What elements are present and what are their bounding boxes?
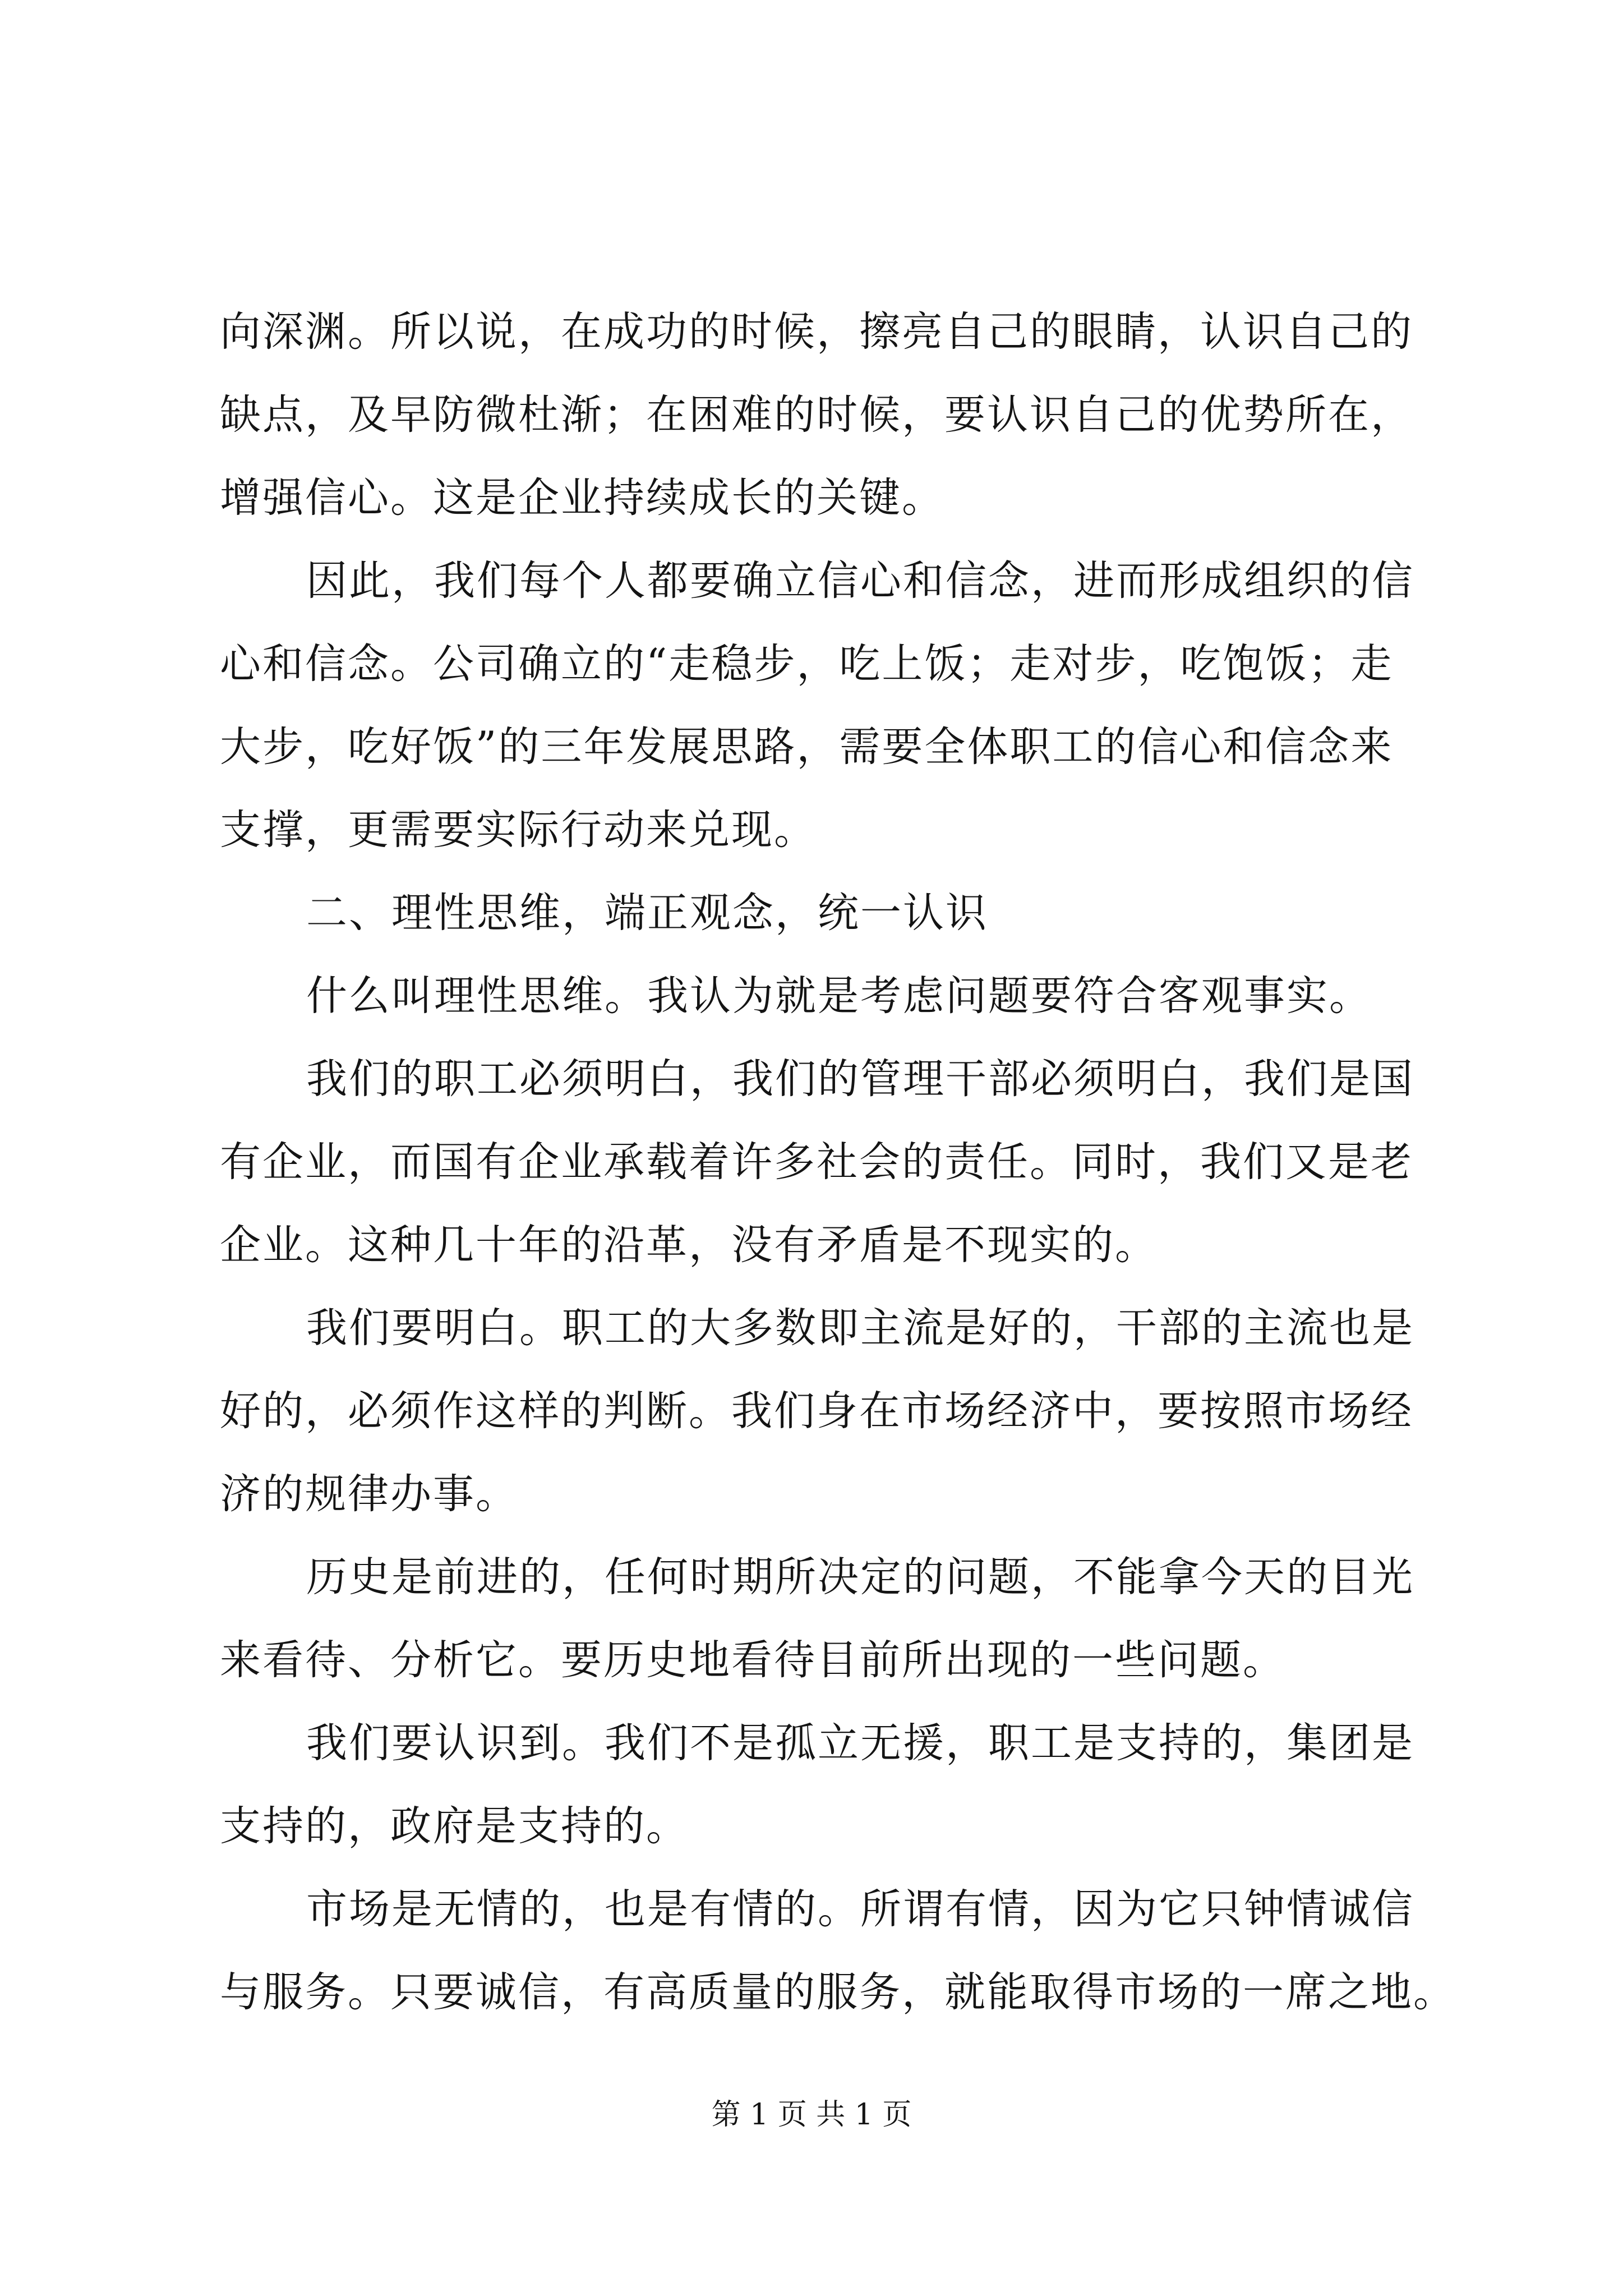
text-line: 与服务。只要诚信，有高质量的服务，就能取得市场的一席之地。 bbox=[220, 1968, 1456, 2016]
text-line: 心和信念。公司确立的“走稳步，吃上饭；走对步，吃饱饭；走 bbox=[220, 640, 1394, 688]
text-line: 增强信心。这是企业持续成长的关键。 bbox=[220, 474, 944, 522]
paragraph-first-line: 我们要认识到。我们不是孤立无援，职工是支持的，集团是 bbox=[306, 1719, 1414, 1767]
text-line: 支持的，政府是支持的。 bbox=[220, 1802, 689, 1850]
paragraph-first-line: 我们要明白。职工的大多数即主流是好的，干部的主流也是 bbox=[306, 1304, 1414, 1352]
paragraph-first-line: 历史是前进的，任何时期所决定的问题，不能拿今天的目光 bbox=[306, 1553, 1414, 1601]
paragraph-first-line: 市场是无情的，也是有情的。所谓有情，因为它只钟情诚信 bbox=[306, 1885, 1414, 1933]
text-line: 支撑，更需要实际行动来兑现。 bbox=[220, 806, 817, 854]
text-line: 济的规律办事。 bbox=[220, 1470, 518, 1518]
text-line: 有企业，而国有企业承载着许多社会的责任。同时，我们又是老 bbox=[220, 1138, 1413, 1186]
text-line: 企业。这种几十年的沿革，没有矛盾是不现实的。 bbox=[220, 1221, 1158, 1269]
text-line: 大步，吃好饭”的三年发展思路，需要全体职工的信心和信念来 bbox=[220, 723, 1394, 771]
text-line: 缺点，及早防微杜渐；在困难的时候，要认识自己的优势所在， bbox=[220, 391, 1413, 439]
section-heading: 二、理性思维，端正观念，统一认识 bbox=[306, 889, 988, 937]
document-body bbox=[220, 291, 1456, 2034]
paragraph-first-line: 因此，我们每个人都要确立信心和信念，进而形成组织的信 bbox=[306, 557, 1414, 605]
paragraph-first-line: 我们的职工必须明白，我们的管理干部必须明白，我们是国 bbox=[306, 1055, 1414, 1103]
text-line: 好的，必须作这样的判断。我们身在市场经济中，要按照市场经 bbox=[220, 1387, 1413, 1435]
text-line: 向深渊。所以说，在成功的时候，擦亮自己的眼睛，认识自己的 bbox=[220, 308, 1413, 356]
text-line: 来看待、分析它。要历史地看待目前所出现的一些问题。 bbox=[220, 1636, 1285, 1684]
page-footer: 第 1 页 共 1 页 bbox=[711, 2098, 912, 2132]
paragraph-first-line: 什么叫理性思维。我认为就是考虑问题要符合客观事实。 bbox=[306, 972, 1372, 1020]
